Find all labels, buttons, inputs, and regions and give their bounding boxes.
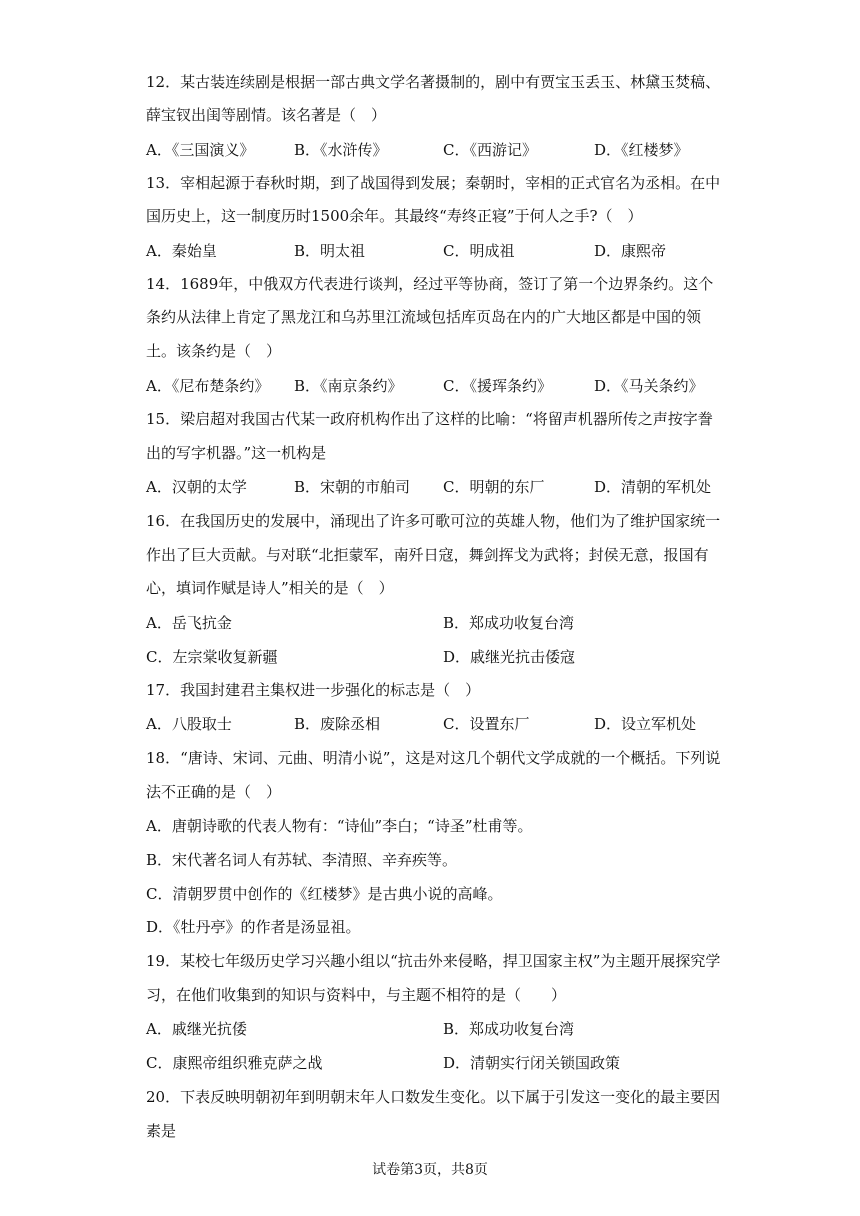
- question-14-line-3: 土。该条约是（ ）: [146, 342, 282, 360]
- question-19-option-a: A．戚继光抗倭: [146, 1020, 247, 1038]
- question-13-option-a: A．秦始皇: [146, 242, 217, 260]
- question-18-line-2: 法不正确的是（ ）: [146, 783, 282, 801]
- question-16-line-2: 作出了巨大贡献。与对联“北拒蒙军，南歼日寇，舞剑挥戈为武将；封侯无意，报国有: [146, 546, 709, 564]
- question-15-option-b: B．宋朝的市舶司: [294, 478, 411, 496]
- question-14-line-2: 条约从法律上肯定了黑龙江和乌苏里江流域包括库页岛在内的广大地区都是中国的领: [146, 308, 702, 326]
- question-15-option-d: D．清朝的军机处: [594, 478, 712, 496]
- question-12-option-d: D．《红楼梦》: [594, 141, 689, 159]
- question-12-option-a: A．《三国演义》: [146, 141, 255, 159]
- question-13-line-1: 13．宰相起源于春秋时期，到了战国得到发展；秦朝时，宰相的正式官名为丞相。在中: [146, 174, 721, 192]
- question-19-line-1: 19．某校七年级历史学习兴趣小组以“抗击外来侵略，捍卫国家主权”为主题开展探究学: [146, 952, 721, 970]
- question-18-option-c: C．清朝罗贯中创作的《红楼梦》是古典小说的高峰。: [146, 885, 503, 903]
- question-15-option-c: C．明朝的东厂: [443, 478, 545, 496]
- question-13-line-2: 国历史上，这一制度历时1500余年。其最终“寿终正寝”于何人之手?（ ）: [146, 207, 643, 225]
- question-14-option-d: D．《马关条约》: [594, 377, 704, 395]
- page-footer: 试卷第3页，共8页: [372, 1162, 488, 1178]
- question-19-option-c: C．康熙帝组织雅克萨之战: [146, 1054, 323, 1072]
- question-18-option-b: B．宋代著名词人有苏轼、李清照、辛弃疾等。: [146, 851, 458, 869]
- question-16-option-b: B．郑成功收复台湾: [443, 614, 575, 632]
- question-14-option-a: A．《尼布楚条约》: [146, 377, 270, 395]
- question-16-option-c: C．左宗棠收复新疆: [146, 648, 278, 666]
- question-16-line-1: 16．在我国历史的发展中，涌现出了许多可歌可泣的英雄人物，他们为了维护国家统一: [146, 512, 721, 530]
- question-19-option-d: D．清朝实行闭关锁国政策: [443, 1054, 621, 1072]
- question-15-line-1: 15．梁启超对我国古代某一政府机构作出了这样的比喻：“将留声机器所传之声按字誊: [146, 410, 713, 428]
- question-16-line-3: 心，填词作赋是诗人”相关的是（ ）: [146, 579, 394, 597]
- question-12-line-1: 12．某古装连续剧是根据一部古典文学名著摄制的，剧中有贾宝玉丢玉、林黛玉焚稿、: [146, 73, 721, 91]
- question-18-option-a: A．唐朝诗歌的代表人物有：“诗仙”李白；“诗圣”杜甫等。: [146, 817, 533, 835]
- question-19-line-2: 习，在他们收集到的知识与资料中，与主题不相符的是（ ）: [146, 986, 567, 1004]
- question-17-option-a: A．八股取士: [146, 715, 232, 733]
- question-20-line-2: 素是: [146, 1122, 177, 1140]
- question-17-option-d: D．设立军机处: [594, 715, 697, 733]
- question-13-option-c: C．明成祖: [443, 242, 515, 260]
- question-12-line-2: 薛宝钗出闺等剧情。该名著是（ ）: [146, 106, 387, 124]
- question-18-option-d: D．《牡丹亭》的作者是汤显祖。: [146, 918, 361, 936]
- question-14-line-1: 14．1689年，中俄双方代表进行谈判，经过平等协商，签订了第一个边界条约。这个: [146, 275, 714, 293]
- question-12-option-b: B．《水浒传》: [294, 141, 388, 159]
- question-14-option-b: B．《南京条约》: [294, 377, 403, 395]
- question-13-option-d: D．康熙帝: [594, 242, 667, 260]
- question-14-option-c: C．《援珲条约》: [443, 377, 552, 395]
- question-12-option-c: C．《西游记》: [443, 141, 537, 159]
- question-19-option-b: B．郑成功收复台湾: [443, 1020, 575, 1038]
- question-18-line-1: 18．“唐诗、宋词、元曲、明清小说”，这是对这几个朝代文学成就的一个概括。下列说: [146, 749, 721, 767]
- question-16-option-d: D．戚继光抗击倭寇: [443, 648, 576, 666]
- question-17-line-1: 17．我国封建君主集权进一步强化的标志是（ ）: [146, 681, 481, 699]
- question-17-option-b: B．废除丞相: [294, 715, 381, 733]
- question-16-option-a: A．岳飞抗金: [146, 614, 232, 632]
- question-17-option-c: C．设置东厂: [443, 715, 530, 733]
- question-13-option-b: B．明太祖: [294, 242, 366, 260]
- question-15-line-2: 出的写字机器。”这一机构是: [146, 444, 327, 462]
- question-15-option-a: A．汉朝的太学: [146, 478, 247, 496]
- question-20-line-1: 20．下表反映明朝初年到明朝末年人口数发生变化。以下属于引发这一变化的最主要因: [146, 1088, 721, 1106]
